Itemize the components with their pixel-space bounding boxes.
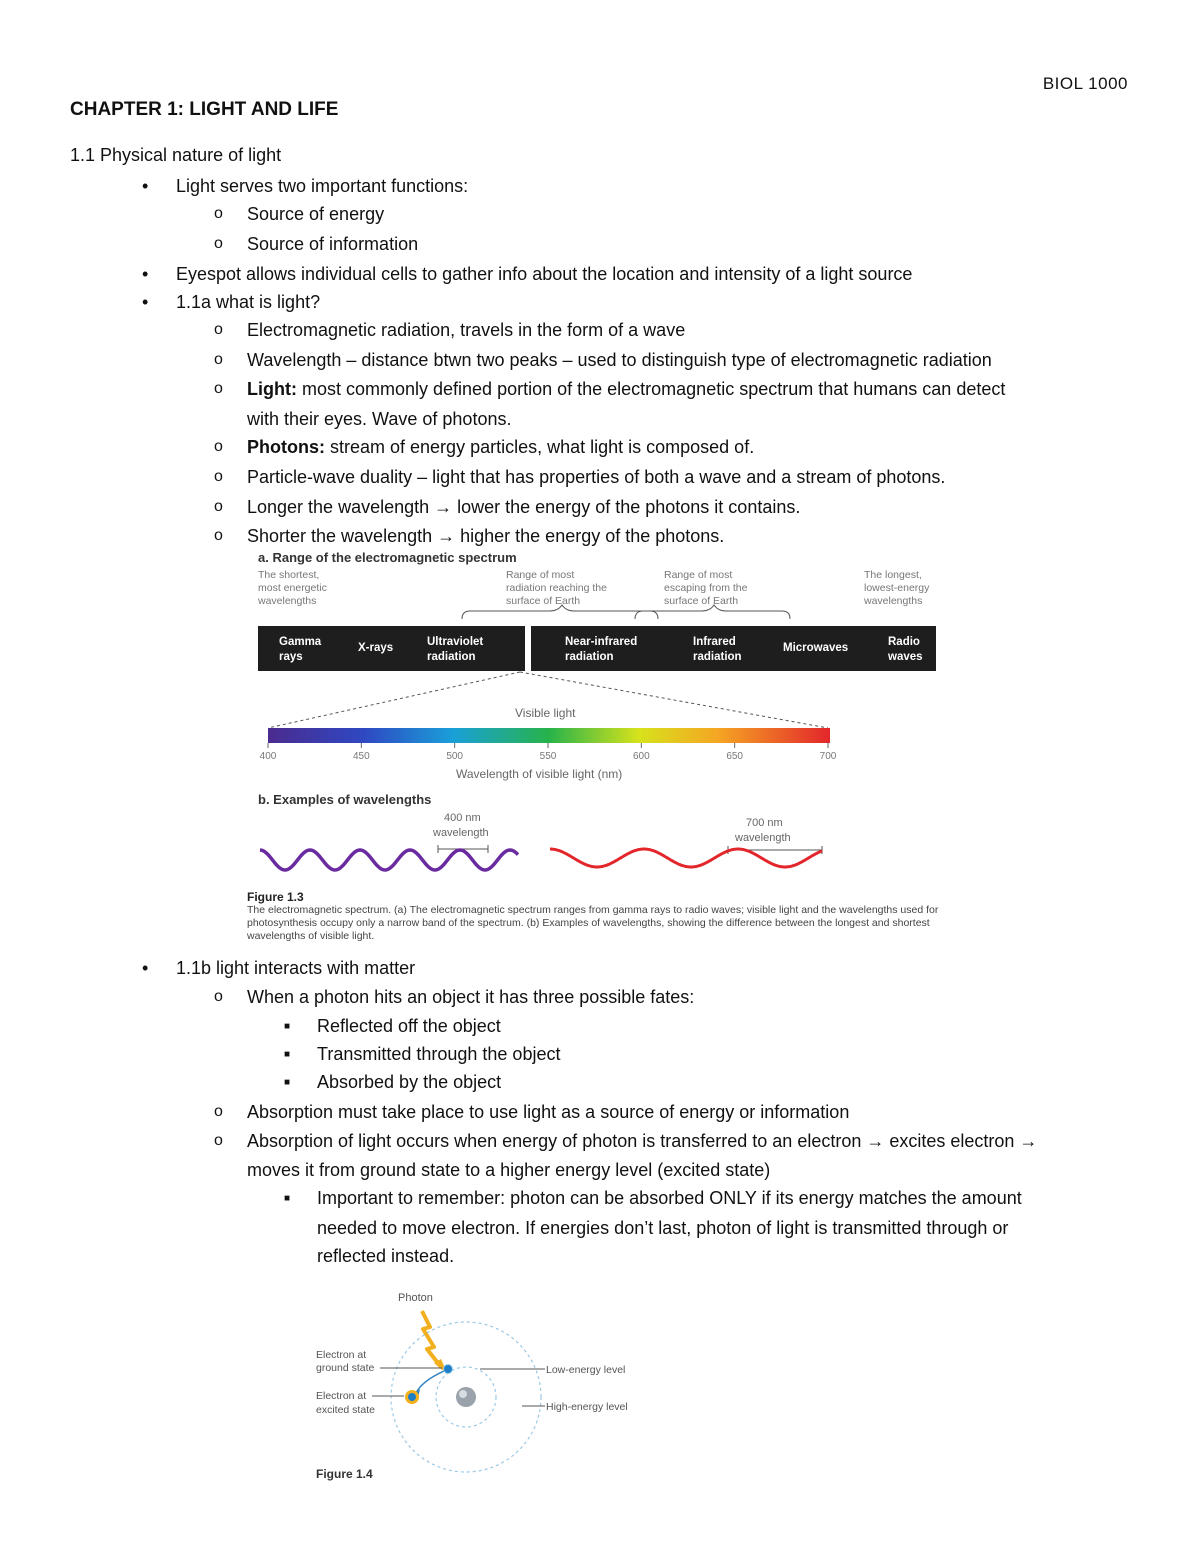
note-long-1: The longest, xyxy=(864,569,922,581)
band-microwaves: Microwaves xyxy=(783,642,849,654)
axis-label: Wavelength of visible light (nm) xyxy=(456,767,623,781)
chapter-title: CHAPTER 1: LIGHT AND LIFE xyxy=(70,99,339,120)
sub-bullet-duality: o Particle-wave duality – light that has properties of both a wave and a stream of photons. xyxy=(247,466,945,488)
wave2-label-2: wavelength xyxy=(735,832,791,844)
sub-bullet-absorption-required: o Absorption must take place to use light as a source of energy or information xyxy=(247,1101,849,1123)
term-light: Light: xyxy=(247,379,297,399)
bullet-eyespot: • Eyespot allows individual cells to gather info about the location and intensity of a light source xyxy=(176,263,912,285)
light-def-continued: with their eyes. Wave of photons. xyxy=(247,409,512,429)
figure-1-3-caption xyxy=(247,891,967,943)
note-escape-2: escaping from the xyxy=(664,582,748,594)
tick-group xyxy=(260,743,837,762)
figure-1-4-label: Figure 1.4 xyxy=(316,1467,373,1481)
wave2-label-1: 700 nm xyxy=(746,817,783,829)
nucleus-highlight xyxy=(459,1390,467,1398)
tick-label-650: 650 xyxy=(726,751,744,762)
brace-earth-surface xyxy=(462,605,658,619)
tick-label-550: 550 xyxy=(539,751,557,762)
note-short-2: most energetic xyxy=(258,582,327,594)
tick-label-600: 600 xyxy=(632,751,650,762)
fate-reflected: ■ Reflected off the object xyxy=(317,1015,501,1037)
ground-label-2: ground state xyxy=(316,1362,375,1374)
light-def-text: most commonly defined portion of the electromagnetic spectrum that humans can detect xyxy=(296,379,1006,399)
band-nir-2: radiation xyxy=(565,651,614,663)
low-energy-label: Low-energy level xyxy=(546,1364,626,1376)
electron-ground xyxy=(444,1365,453,1374)
sub-bullet-three-fates: o When a photon hits an object it has three possible fates: xyxy=(247,986,694,1008)
figure-1-3 xyxy=(250,547,950,887)
high-energy-label: High-energy level xyxy=(546,1401,628,1413)
electron-excited xyxy=(408,1393,416,1401)
fate-transmitted: ■ Transmitted through the object xyxy=(317,1043,560,1065)
band-xrays: X-rays xyxy=(358,642,394,654)
nucleus xyxy=(456,1387,476,1407)
course-code: BIOL 1000 xyxy=(1042,74,1128,93)
band-uv-1: Ultraviolet xyxy=(427,636,484,648)
sub-bullet-shorter: o Shorter the wavelength → higher the energy of the photons. xyxy=(247,525,724,547)
spectrum-bar-right xyxy=(531,626,936,671)
sub-bullet-information: o Source of information xyxy=(247,233,418,255)
note-escape-1: Range of most xyxy=(664,569,733,581)
note-short-3: wavelengths xyxy=(258,595,317,607)
band-radio-1: Radio xyxy=(888,636,920,648)
important-note: ■ Important to remember: photon can be absorbed ONLY if its energy matches the amount xyxy=(317,1187,1022,1209)
band-ir-2: radiation xyxy=(693,651,742,663)
band-gamma-1: Gamma xyxy=(279,636,322,648)
wave-400nm xyxy=(260,850,518,870)
sub-bullet-wavelength: o Wavelength – distance btwn two peaks – used to distinguish type of electromagnetic radiation xyxy=(247,349,992,371)
important-note-cont-1: needed to move electron. If energies don’t last, photon of light is transmitted through or xyxy=(317,1218,1009,1238)
visible-spectrum-bar xyxy=(268,728,830,743)
figure-1-4 xyxy=(310,1285,650,1490)
band-radio-2: waves xyxy=(888,651,923,663)
bullet-light-matter: • 1.1b light interacts with matter xyxy=(176,957,415,979)
fig13-title-a: a. Range of the electromagnetic spectrum xyxy=(258,550,517,565)
tick-label-500: 500 xyxy=(446,751,464,762)
ground-label-1: Electron at xyxy=(316,1349,367,1361)
note-long-2: lowest-energy xyxy=(864,582,930,594)
sub-bullet-longer: o Longer the wavelength → lower the energy of the photons it contains. xyxy=(247,496,800,518)
fig13-title-b: b. Examples of wavelengths xyxy=(258,792,432,807)
fate-absorbed: ■ Absorbed by the object xyxy=(317,1071,501,1093)
note-earth-3: surface of Earth xyxy=(506,595,581,607)
sub-bullet-absorption-process: o Absorption of light occurs when energy of photon is transferred to an electron → excites electron → xyxy=(247,1130,1037,1152)
sub-bullet-light-def xyxy=(247,378,1005,400)
tick-label-450: 450 xyxy=(352,751,370,762)
photon-label: Photon xyxy=(398,1292,433,1304)
band-uv-2: radiation xyxy=(427,651,476,663)
sub-bullet-photons xyxy=(247,436,754,458)
bullet-light-functions: • Light serves two important functions: xyxy=(176,175,468,197)
zoom-line-left xyxy=(268,672,520,728)
sub-bullet-energy: o Source of energy xyxy=(247,203,384,225)
term-photons: Photons: xyxy=(247,437,325,457)
figure-1-3-label: Figure 1.3 xyxy=(247,890,304,904)
note-earth-1: Range of most xyxy=(506,569,575,581)
bullet-what-is-light: • 1.1a what is light? xyxy=(176,291,320,313)
note-long-3: wavelengths xyxy=(864,595,923,607)
sub-bullet-em-radiation: o Electromagnetic radiation, travels in the form of a wave xyxy=(247,319,685,341)
visible-light-label: Visible light xyxy=(515,706,576,720)
note-escape-3: surface of Earth xyxy=(664,595,739,607)
photons-def-text: stream of energy particles, what light is composed of. xyxy=(325,437,755,457)
band-gamma-2: rays xyxy=(279,651,303,663)
important-note-cont-2: reflected instead. xyxy=(317,1246,455,1266)
wave1-label-1: 400 nm xyxy=(444,812,481,824)
section-heading: 1.1 Physical nature of light xyxy=(70,145,282,165)
note-earth-2: radiation reaching the xyxy=(506,582,607,594)
wave1-label-2: wavelength xyxy=(433,827,489,839)
band-nir-1: Near-infrared xyxy=(565,636,638,648)
band-ir-1: Infrared xyxy=(693,636,736,648)
figure-1-3-caption-text: The electromagnetic spectrum. (a) The electromagnetic spectrum ranges from gamma rays to radio waves; visible light and the wavelengths used for photosynthesis occupy only a narrow band of the spectrum. (b) Examples of wavelengths, showing the difference between the longest and shortest wavelengths of visible light. xyxy=(247,904,939,942)
photon-zigzag xyxy=(422,1311,441,1367)
wave-700nm xyxy=(550,849,822,867)
tick-label-700: 700 xyxy=(819,751,837,762)
excited-label-1: Electron at xyxy=(316,1390,367,1402)
note-short-1: The shortest, xyxy=(258,569,320,581)
excited-label-2: excited state xyxy=(316,1404,375,1416)
tick-label-400: 400 xyxy=(259,751,277,762)
absorption-process-continued: moves it from ground state to a higher energy level (excited state) xyxy=(247,1160,771,1180)
